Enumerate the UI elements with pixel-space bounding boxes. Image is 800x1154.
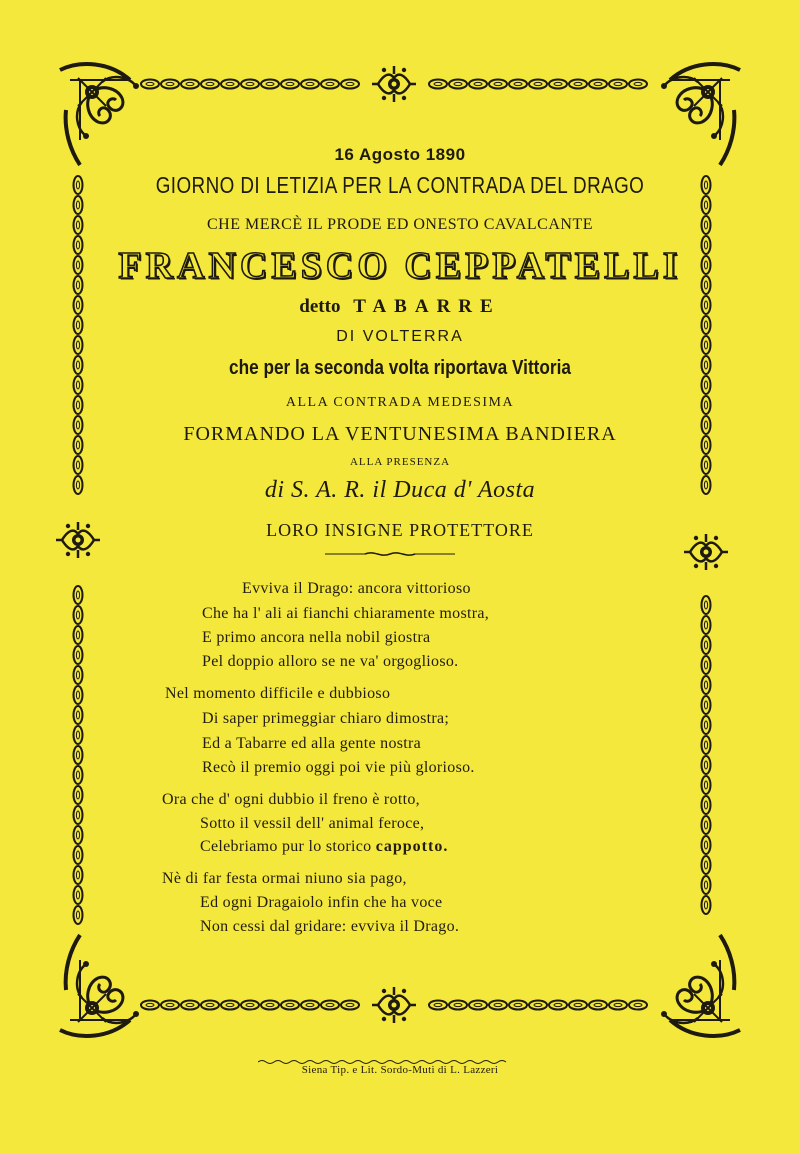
subhead-line: CHE MERCÈ IL PRODE ED ONESTO CAVALCANTE <box>206 216 594 233</box>
banner-line: FORMANDO LA VENTUNESIMA BANDIERA <box>183 423 617 445</box>
stanza1-line3: E primo ancora nella nobil giostra <box>202 629 431 646</box>
protector-line: LORO INSIGNE PROTETTORE <box>266 520 534 540</box>
emphasis-word: cappotto. <box>375 838 449 855</box>
stanza4-line2: Ed ogni Dragaiolo infin che ha voce <box>200 894 443 911</box>
stanza2-line4: Recò il premio oggi poi vie più glorioso. <box>202 759 475 776</box>
date-line: 16 Agosto 1890 <box>334 145 466 164</box>
duke-line: di S. A. R. il Duca d' Aosta <box>264 477 536 503</box>
printer-imprint: Siena Tip. e Lit. Sordo-Muti di L. Lazzeri <box>301 1064 499 1076</box>
rider-name: FRANCESCO CEPPATELLI <box>118 245 682 287</box>
stanza1-line2: Che ha l' ali ai fianchi chiaramente mostra, <box>202 605 490 622</box>
stanza3-line2: Sotto il vessil dell' animal feroce, <box>200 815 425 832</box>
stanza2-line1: Nel momento difficile e dubbioso <box>165 685 391 702</box>
nickname: TABARRE <box>353 296 501 317</box>
stanza1-line4: Pel doppio alloro se ne va' orgoglioso. <box>202 653 459 670</box>
stanza4-line1: Nè di far festa ormai niuno sia pago, <box>162 870 407 887</box>
origin-line: DI VOLTERRA <box>336 328 464 345</box>
presence-line: ALLA PRESENZA <box>349 456 451 468</box>
stanza4-line3: Non cessi dal gridare: evviva il Drago. <box>200 918 460 935</box>
stanza1-line1: Evviva il Drago: ancora vittorioso <box>242 580 471 597</box>
stanza3-line1: Ora che d' ogni dubbio il freno è rotto, <box>162 791 420 808</box>
headline: GIORNO DI LETIZIA PER LA CONTRADA DEL DRAGO <box>155 172 645 198</box>
stanza3-line3 <box>200 838 448 856</box>
stanza2-line3: Ed a Tabarre ed alla gente nostra <box>202 735 422 752</box>
stanza2-line2: Di saper primeggiar chiaro dimostra; <box>202 710 450 727</box>
stanza3-line3-text: Celebriamo pur lo storico <box>200 838 372 855</box>
contrada-line: ALLA CONTRADA MEDESIMA <box>285 395 515 410</box>
victory-line: che per la seconda volta riportava Vittoria <box>229 357 571 379</box>
detto-word: detto <box>299 296 341 317</box>
